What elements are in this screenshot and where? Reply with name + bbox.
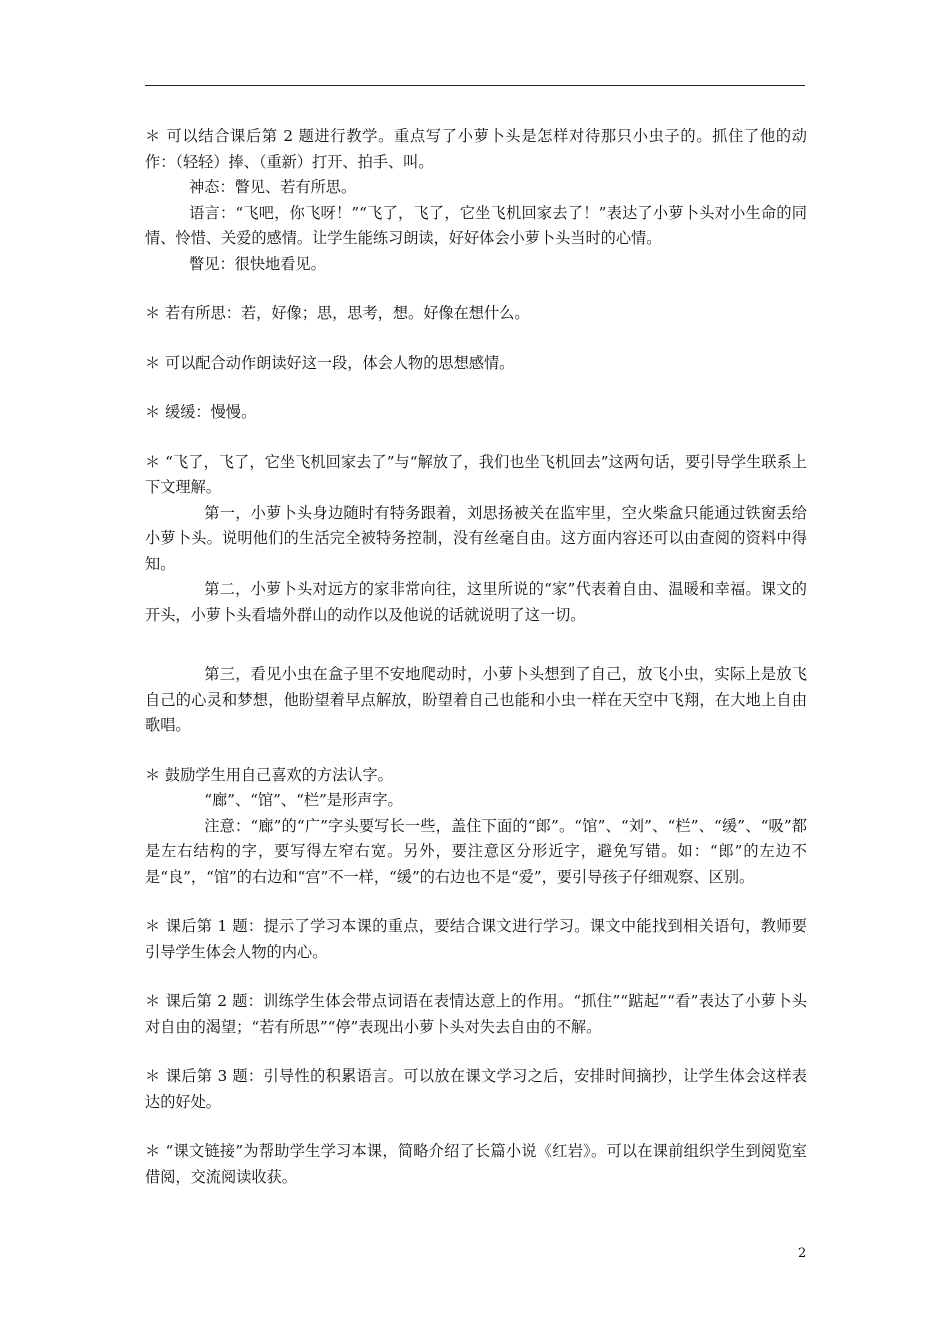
- paragraph: 第二，小萝卜头对远方的家非常向往，这里所说的“家”代表着自由、温暖和幸福。课文的开头，小萝卜头看墙外群山的动作以及他说的话就说明了这一切。: [145, 580, 807, 624]
- paragraph: 第三，看见小虫在盒子里不安地爬动时，小萝卜头想到了自己，放飞小虫，实际上是放飞自己的心灵和梦想，他盼望着早点解放，盼望着自己也能和小虫一样在天空中飞翔，在大地上自由歌唱。: [145, 665, 807, 734]
- paragraph: 语言：“飞吧，你飞呀！”“飞了，飞了，它坐飞机回家去了！”表达了小萝卜头对小生命的同情、怜惜、关爱的感情。让学生能练习朗读，好好体会小萝卜头当时的心情。: [145, 203, 807, 247]
- paragraph: ＊ 鼓励学生用自己喜欢的方法认字。: [145, 765, 393, 784]
- document-body: [145, 124, 807, 1190]
- header-rule: [145, 85, 805, 86]
- spacer: [145, 965, 807, 989]
- page-number: 2: [798, 1246, 807, 1261]
- paragraph: ＊ “飞了，飞了，它坐飞机回家去了”与“解放了，我们也坐飞机回去”这两句话，要引导学生联系上下文理解。: [145, 452, 807, 496]
- paragraph: 第一，小萝卜头身边随时有特务跟着，刘思扬被关在监牢里，空火柴盒只能通过铁窗丢给小萝卜头。说明他们的生活完全被特务控制，没有丝毫自由。这方面内容还可以由查阅的资料中得知。: [145, 503, 807, 573]
- paragraph: ＊ 缓缓：慢慢。: [145, 403, 257, 421]
- spacer: [145, 426, 807, 450]
- spacer: [145, 277, 807, 301]
- spacer: [145, 890, 807, 914]
- paragraph: 瞥见：很快地看见。: [189, 254, 326, 273]
- paragraph: ＊ 可以配合动作朗读好这一段，体会人物的思想感情。: [145, 353, 515, 372]
- spacer: [145, 628, 807, 662]
- paragraph: ＊ 若有所思：若，好像；思，思考，想。好像在想什么。: [145, 304, 530, 322]
- paragraph: “廊”、“馆”、“栏”是形声字。: [204, 791, 403, 809]
- paragraph: ＊ 可以结合课后第 2 题进行教学。重点写了小萝卜头是怎样对待那只小虫子的。抓住了他的动作：（轻轻）捧、（重新）打开、拍手、叫。: [145, 127, 807, 171]
- paragraph: ＊ 课后第 1 题：提示了学习本课的重点，要结合课文进行学习。课文中能找到相关语句，教师要引导学生体会人物的内心。: [145, 917, 807, 961]
- paragraph: 注意：“廊”的“广”字头要写长一些，盖住下面的“郎”。“馆”、“刘”、“栏”、“缓”、“吸”都是左右结构的字，要写得左窄右宽。另外，要注意区分形近字，避免写错。如：“郎”的左边不是“良”，“馆”的右边和“宫”不一样，“缓”的右边也不是“爱”，要引导孩子仔细观察、区别。: [145, 816, 807, 886]
- spacer: [145, 1040, 807, 1064]
- spacer: [145, 1115, 807, 1139]
- spacer: [145, 327, 807, 351]
- paragraph: ＊ 课后第 3 题：引导性的积累语言。可以放在课文学习之后，安排时间摘抄，让学生体会这样表达的好处。: [145, 1067, 807, 1111]
- spacer: [145, 739, 807, 763]
- spacer: [145, 376, 807, 400]
- paragraph: 神态：瞥见、若有所思。: [189, 178, 357, 196]
- paragraph: ＊ 课后第 2 题：训练学生体会带点词语在表情达意上的作用。“抓住”“踮起”“看”表达了小萝卜头对自由的渴望；“若有所思”“停”表现出小萝卜头对失去自由的不解。: [145, 992, 807, 1036]
- paragraph: ＊ “课文链接”为帮助学生学习本课，简略介绍了长篇小说《红岩》。可以在课前组织学生到阅览室借阅，交流阅读收获。: [145, 1142, 807, 1186]
